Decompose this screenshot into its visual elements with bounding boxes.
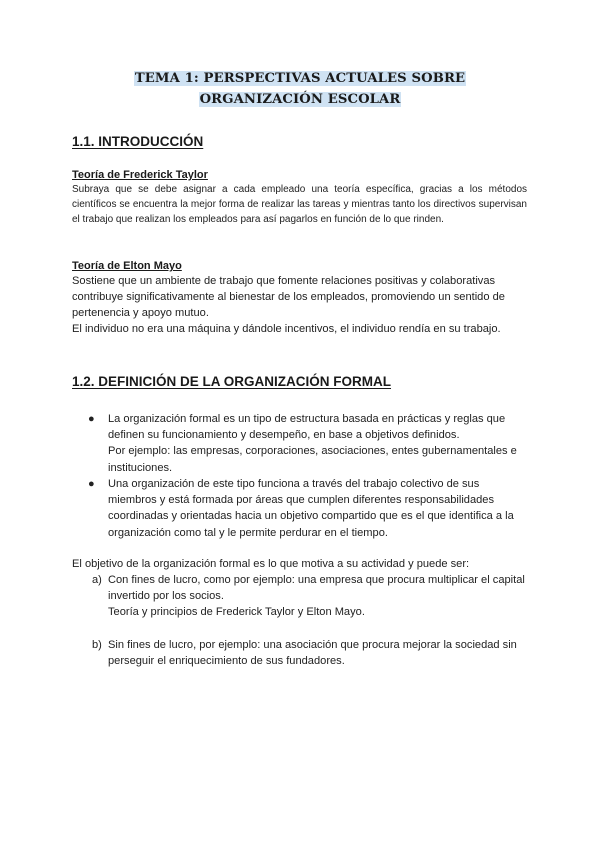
list-label: b): [92, 639, 102, 651]
document-title: [0, 68, 600, 110]
bullet-icon: ●: [88, 413, 95, 425]
section-heading-introduccion: 1.1. INTRODUCCIÓN: [72, 134, 204, 149]
paragraph-taylor: Subraya que se debe asignar a cada empleado una teoría específica, gracias a los métodos científicos se encuentra la mejor forma de realizar las tareas y mientras tanto los directivos supervisan el trabajo que realizan los empleados para así pagarlos en función de lo que rinden.: [72, 184, 527, 225]
list-text: Sin fines de lucro, por ejemplo: una asociación que procura mejorar la sociedad sin perseguir el enriquecimiento de sus fundadores.: [108, 639, 517, 668]
bullet-item-2: [88, 476, 528, 541]
paragraph-mayo-2: El individuo no era una máquina y dándole incentivos, el individuo rendía en su trabajo.: [72, 323, 501, 335]
bullet-text: La organización formal es un tipo de estructura basada en prácticas y reglas que definen su funcionamiento y desempeño, en base a objetivos definidos.: [108, 413, 506, 442]
subheading-mayo: Teoría de Elton Mayo: [72, 260, 182, 272]
title-line-2: ORGANIZACIÓN ESCOLAR: [199, 92, 401, 107]
list-text-note: Teoría y principios de Frederick Taylor y Elton Mayo.: [108, 606, 365, 619]
list-text: Con fines de lucro, como por ejemplo: una empresa que procura multiplicar el capital invertido por los socios.: [108, 574, 525, 603]
subheading-taylor: Teoría de Frederick Taylor: [72, 169, 208, 181]
list-item-b: [92, 637, 530, 669]
bullet-text: Una organización de este tipo funciona a través del trabajo colectivo de sus miembros y está formada por áreas que cumplen diferentes responsabilidades coordinadas y orientadas hacia un objetivo compartido que es el que identifica a la organización como tal y le permite perdurar en el tiempo.: [108, 478, 514, 539]
list-item-a: [92, 572, 530, 621]
paragraph-objective: El objetivo de la organización formal es lo que motiva a su actividad y puede ser:: [72, 558, 470, 570]
bullet-text-example: Por ejemplo: las empresas, corporaciones, asociaciones, entes gubernamentales e instituciones.: [108, 445, 517, 474]
bullet-icon: ●: [88, 478, 95, 490]
bullet-item-1: [88, 411, 528, 476]
list-label: a): [92, 574, 102, 586]
section-heading-definicion: 1.2. DEFINICIÓN DE LA ORGANIZACIÓN FORMAL: [72, 374, 392, 389]
paragraph-mayo-1: Sostiene que un ambiente de trabajo que fomente relaciones positivas y colaborativas contribuye significativamente al bienestar de los empleados, promoviendo un sentido de pertenencia y apoyo mutuo.: [72, 275, 505, 320]
title-line-1: TEMA 1: PERSPECTIVAS ACTUALES SOBRE: [134, 71, 466, 86]
